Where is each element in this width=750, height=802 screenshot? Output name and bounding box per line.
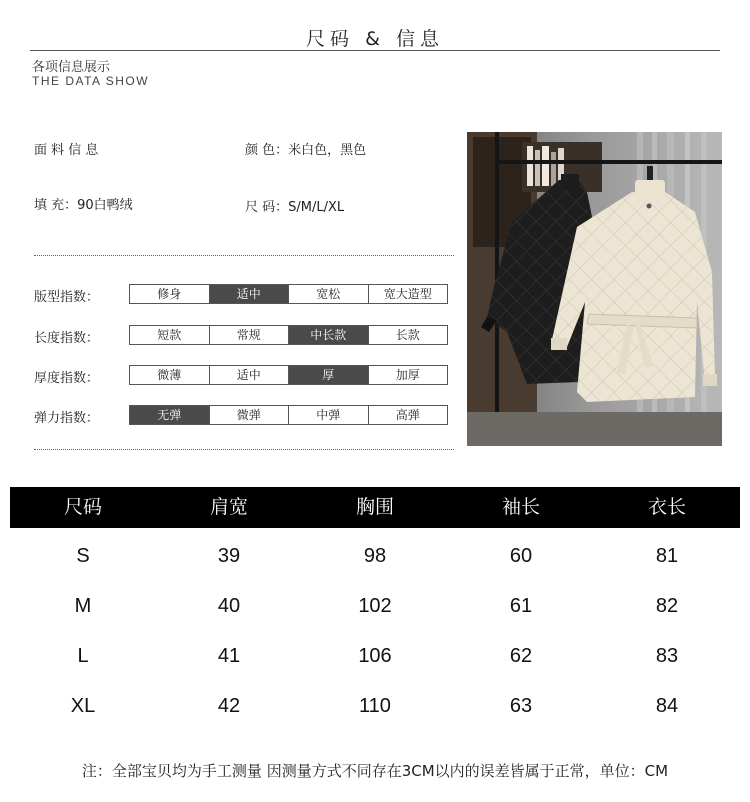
index-label: 长度指数： xyxy=(34,331,100,346)
title-divider xyxy=(30,50,720,51)
table-row xyxy=(10,636,740,676)
index-option: 微薄 xyxy=(130,366,210,384)
index-option: 修身 xyxy=(130,285,210,303)
size-table-header xyxy=(10,487,740,528)
table-cell: 110 xyxy=(359,695,391,717)
table-header-cell: 尺码 xyxy=(63,496,102,518)
index-option: 加厚 xyxy=(369,366,448,384)
table-cell: 39 xyxy=(217,545,241,567)
table-row xyxy=(10,586,740,626)
size-info: 尺 码：S/M/L/XL xyxy=(245,200,345,215)
table-header-cell: 袖长 xyxy=(501,496,540,518)
index-label: 版型指数： xyxy=(34,290,100,305)
table-header-cell: 肩宽 xyxy=(209,496,248,518)
table-cell: 102 xyxy=(358,595,392,617)
length-index-scale xyxy=(129,325,448,345)
table-cell: 81 xyxy=(655,545,679,567)
table-cell: 61 xyxy=(509,595,533,617)
page-title: 尺码 & 信息 xyxy=(306,28,444,50)
table-cell: 98 xyxy=(363,545,387,567)
product-photo-coats-icon xyxy=(467,132,722,446)
index-option: 中弹 xyxy=(289,406,369,424)
filling-info: 填 充：90白鸭绒 xyxy=(34,198,133,213)
table-row xyxy=(10,536,740,576)
product-photo xyxy=(467,132,722,446)
index-label: 厚度指数： xyxy=(34,371,100,386)
table-cell: 40 xyxy=(217,595,241,617)
index-option-selected: 适中 xyxy=(210,285,290,303)
table-header-cell: 胸围 xyxy=(355,496,394,518)
index-label: 弹力指数： xyxy=(34,411,100,426)
index-option: 适中 xyxy=(210,366,290,384)
dotted-divider xyxy=(34,449,454,450)
table-cell: L xyxy=(77,645,89,667)
measurement-note: 注：全部宝贝均为手工测量 因测量方式不同存在3CM以内的误差皆属于正常，单位：CM xyxy=(81,762,669,780)
index-option: 长款 xyxy=(369,326,448,344)
table-cell: 84 xyxy=(655,695,679,717)
elasticity-index-scale xyxy=(129,405,448,425)
index-option-selected: 无弹 xyxy=(130,406,210,424)
index-option: 短款 xyxy=(130,326,210,344)
table-cell: 106 xyxy=(358,645,392,667)
table-cell: 83 xyxy=(655,645,679,667)
index-option-selected: 厚 xyxy=(289,366,369,384)
index-option: 高弹 xyxy=(369,406,448,424)
index-option-selected: 中长款 xyxy=(289,326,369,344)
index-option: 常规 xyxy=(210,326,290,344)
table-cell: 82 xyxy=(655,595,679,617)
table-row xyxy=(10,686,740,726)
table-cell: 42 xyxy=(217,695,241,717)
table-cell: S xyxy=(76,545,90,567)
table-cell: 60 xyxy=(509,545,533,567)
table-cell: M xyxy=(74,595,92,617)
color-info: 颜 色：米白色，黑色 xyxy=(245,143,367,158)
thickness-index-scale xyxy=(129,365,448,385)
index-option: 宽松 xyxy=(289,285,369,303)
table-cell: 41 xyxy=(217,645,241,667)
fabric-info-label: 面 料 信 息 xyxy=(34,143,99,158)
table-header-cell: 衣长 xyxy=(647,496,686,518)
section-subtitle-cn: 各项信息展示 xyxy=(32,60,111,75)
table-cell: 63 xyxy=(509,695,533,717)
index-option: 微弹 xyxy=(210,406,290,424)
fit-index-scale xyxy=(129,284,448,304)
index-option: 宽大造型 xyxy=(369,285,448,303)
dotted-divider xyxy=(34,255,454,256)
table-cell: XL xyxy=(70,695,96,717)
table-cell: 62 xyxy=(509,645,533,667)
section-subtitle-en: THE DATA SHOW xyxy=(32,74,150,88)
